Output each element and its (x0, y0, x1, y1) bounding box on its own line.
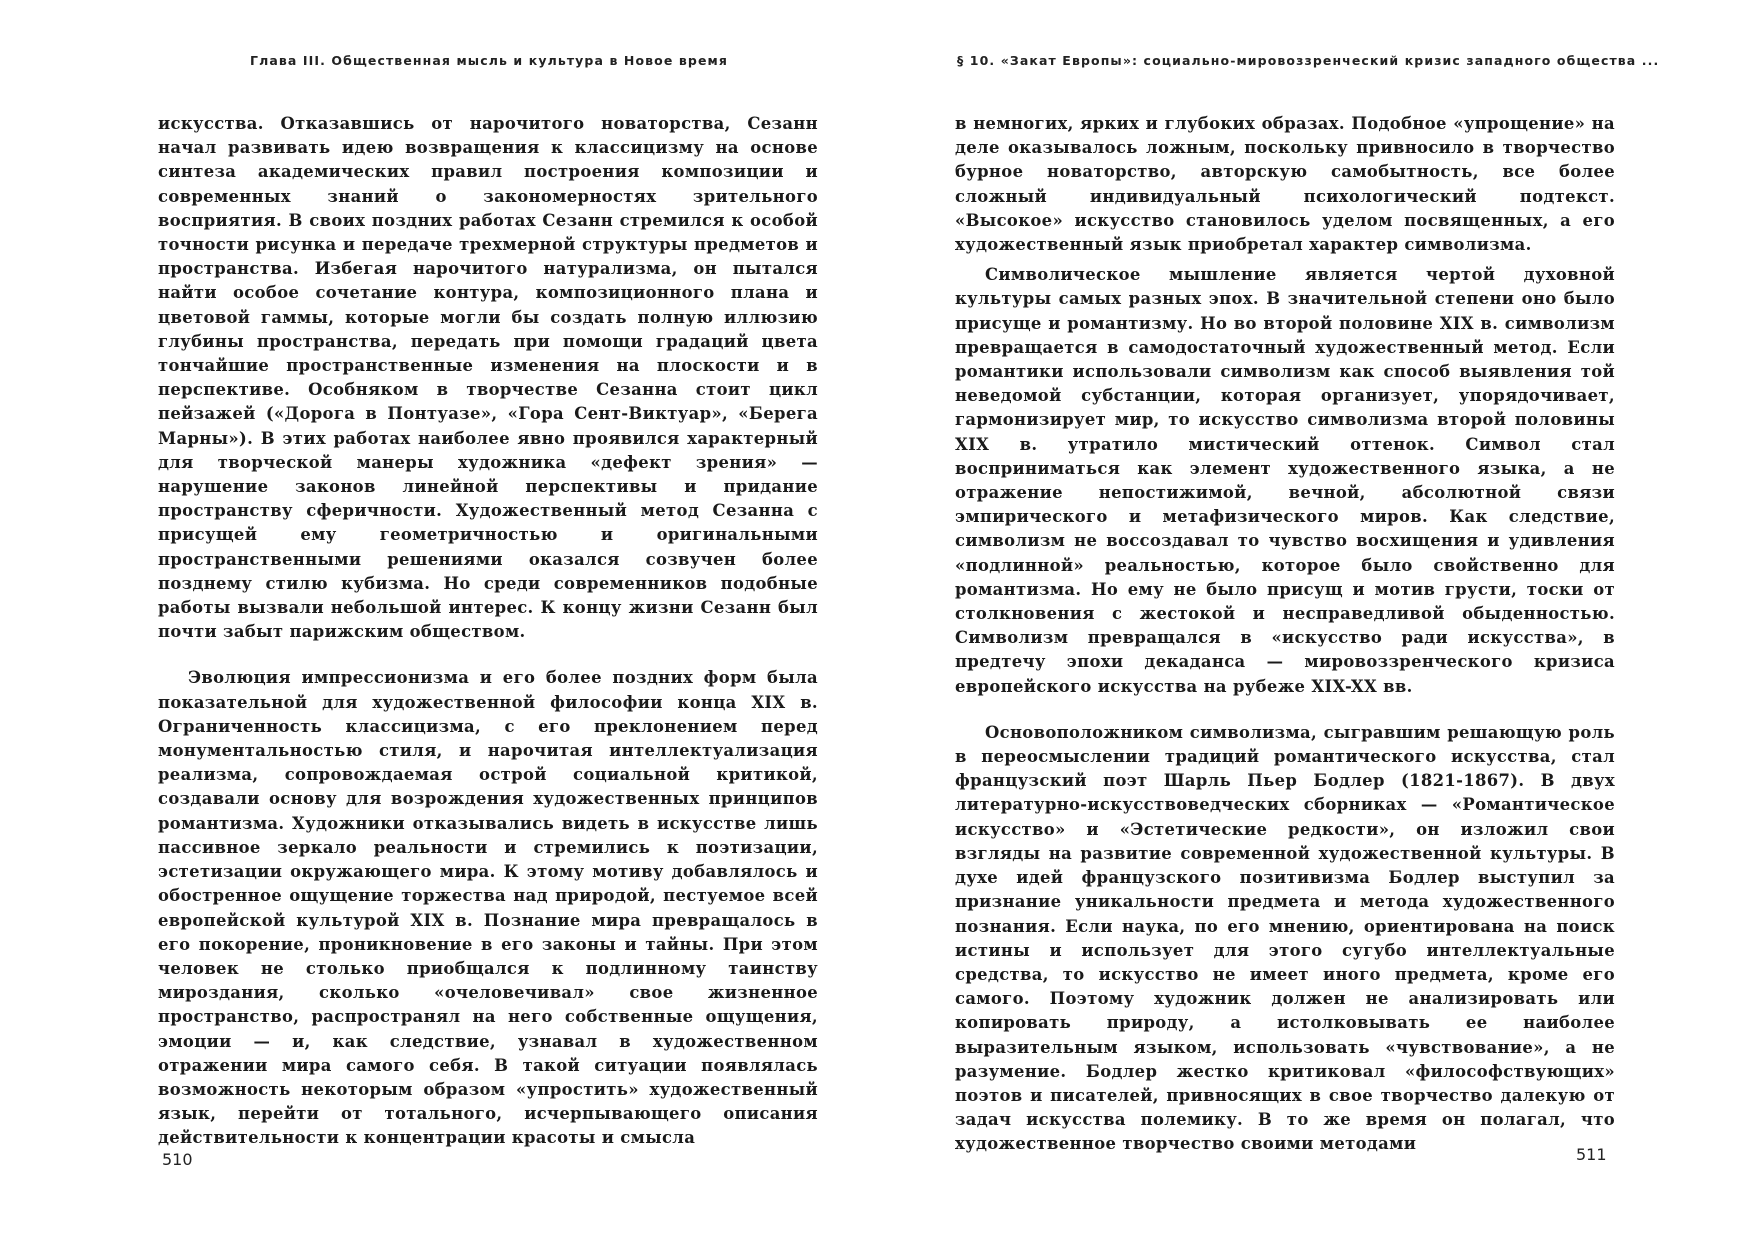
paragraph: искусства. Отказавшись от нарочитого новаторства, Сезанн начал развивать идею возвращения к классицизму на основе синтеза академических правил построения композиции и современных знаний о закономерностях зрительного восприятия. В своих поздних работах Сезанн стремился к особой точности рисунка и передаче трехмерной структуры предметов и пространства. Избегая нарочитого натурализма, он пытался найти особое сочетание контура, композиционного плана и цветовой гаммы, которые могли бы создать полную иллюзию глубины пространства, передать при помощи градаций цвета тончайшие пространственные изменения на плоскости и в перспективе. Особняком в творчестве Сезанна стоит цикл пейзажей («Дорога в Понтуазе», «Гора Сент-Виктуар», «Берега Марны»). В этих работах наиболее явно проявился характерный для творческой манеры художника «дефект зрения» — нарушение законов линейной перспективы и придание пространству сферичности. Художественный метод Сезанна с присущей ему геометричностью и оригинальными пространственными решениями оказался созвучен более позднему стилю кубизма. Но среди современников подобные работы вызвали небольшой интерес. К концу жизни Сезанн был почти забыт парижским обществом. (158, 114, 818, 642)
body-text-right (955, 112, 1615, 1157)
page-number-right: 511 (1576, 1145, 1607, 1164)
paragraph: в немногих, ярких и глубоких образах. Подобное «упрощение» на деле оказывалось ложным, поскольку привносило в творчество бурное новаторство, авторскую самобытность, все более сложный индивидуальный психологический подтекст. «Высокое» искусство становилось уделом посвященных, а его художественный язык приобретал характер символизма. (955, 114, 1615, 255)
right-page (877, 0, 1754, 1239)
running-head-left: Глава III. Общественная мысль и культура в Новое время (250, 53, 728, 68)
paragraph: Основоположником символизма, сыгравшим решающую роль в переосмыслении традиций романтического искусства, стал французский поэт Шарль Пьер Бодлер (1821-1867). В двух литературно-искусствоведческих сборниках — «Романтическое искусство» и «Эстетические редкости», он изложил свои взгляды на развитие современной художественной культуры. В духе идей французского позитивизма Бодлер выступил за признание уникальности предмета и метода художественного познания. Если наука, по его мнению, ориентирована на поиск истины и использует для этого сугубо интеллектуальные средства, то искусство не имеет иного предмета, кроме его самого. Поэтому художник должен не анализировать или копировать природу, а истолковывать ее наиболее выразительным языком, использовать «чувствование», а не разумение. Бодлер жестко критиковал «философствующих» поэтов и писателей, привносящих в свое творчество далекую от задач искусства полемику. В то же время он полагал, что художественное творчество своими методами (955, 722, 1615, 1154)
paragraph: Эволюция импрессионизма и его более поздних форм была показательной для художественной философии конца XIX в. Ограниченность классицизма, с его преклонением перед монументальностью стиля, и нарочитая интеллектуализация реализма, сопровождаемая острой социальной критикой, создавали основу для возрождения художественных принципов романтизма. Художники отказывались видеть в искусстве лишь пассивное зеркало реальности и стремились к поэтизации, эстетизации окружающего мира. К этому мотиву добавлялось и обостренное ощущение торжества над природой, пестуемое всей европейской культурой XIX в. Познание мира превращалось в его покорение, проникновение в его законы и тайны. При этом человек не столько приобщался к подлинному таинству мироздания, сколько «очеловечивал» свое жизненное пространство, распространял на него собственные ощущения, эмоции — и, как следствие, узнавал в художественном отражении мира самого себя. В такой ситуации появлялась возможность некоторым образом «упростить» художественный язык, перейти от тотального, исчерпывающего описания действительности к концентрации красоты и смысла (158, 668, 818, 1148)
running-head-right: § 10. «Закат Европы»: социально-мировоззренческий кризис западного общества ... (957, 53, 1660, 68)
body-text-left (158, 112, 818, 1151)
paragraph: Символическое мышление является чертой духовной культуры самых разных эпох. В значительной степени оно было присуще и романтизму. Но во второй половине XIX в. символизм превращается в самодостаточный художественный метод. Если романтики использовали символизм как способ выявления той неведомой субстанции, которая организует, упорядочивает, гармонизирует мир, то искусство символизма второй половины XIX в. утратило мистический оттенок. Символ стал восприниматься как элемент художественного языка, а не отражение непостижимой, вечной, абсолютной связи эмпирического и метафизического миров. Как следствие, символизм не воссоздавал то чувство восхищения и удивления «подлинной» реальностью, которое было свойственно для романтизма. Но ему не было присущ и мотив грусти, тоски от столкновения с жестокой и несправедливой обыденностью. Символизм превращался в «искусство ради искусства», в предтечу эпохи декаданса — мировоззренческого кризиса европейского искусства на рубеже XIX-XX вв. (955, 265, 1615, 696)
page-number-left: 510 (162, 1150, 193, 1169)
